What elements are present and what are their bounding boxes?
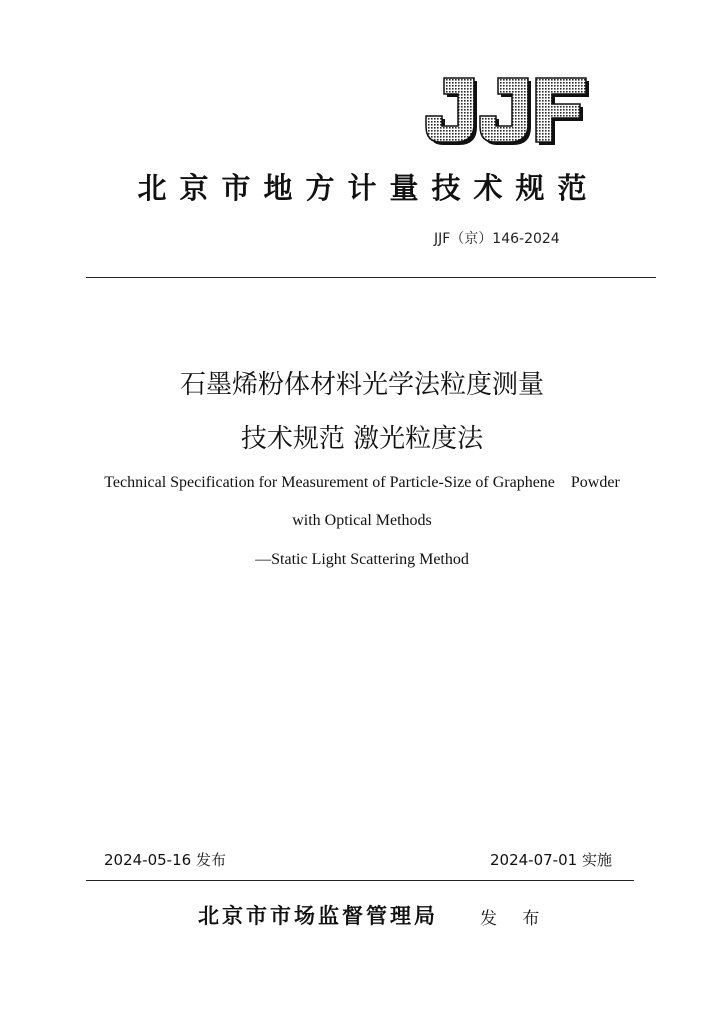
jjf-logo-graphic: [422, 76, 592, 146]
title-chinese-line2: 技术规范 激光粒度法: [240, 424, 484, 454]
jjf-logo: [422, 76, 592, 146]
issue-date: 2024-05-16 发布: [104, 851, 226, 869]
title-english-line2: with Optical Methods: [292, 512, 432, 529]
title-english-line1: Technical Specification for Measurement of Particle-Size of Graphene Powder: [104, 474, 620, 491]
series-title: 北京市地方计量技术规范: [137, 171, 600, 205]
top-divider: [86, 277, 656, 278]
title-english-line3: —Static Light Scattering Method: [255, 551, 469, 568]
implementation-date: 2024-07-01 实施: [490, 851, 612, 869]
logo-letter-j2: [480, 78, 531, 145]
logo-letter-f: [536, 78, 589, 145]
issuing-authority: 北京市市场监督管理局: [198, 903, 438, 928]
document-code: JJF（京）146-2024: [434, 231, 560, 247]
title-chinese-line1: 石墨烯粉体材料光学法粒度测量: [179, 370, 544, 400]
bottom-divider: [86, 880, 634, 881]
logo-letter-j1: [426, 78, 477, 145]
issuing-authority-suffix: 发 布: [480, 909, 550, 929]
